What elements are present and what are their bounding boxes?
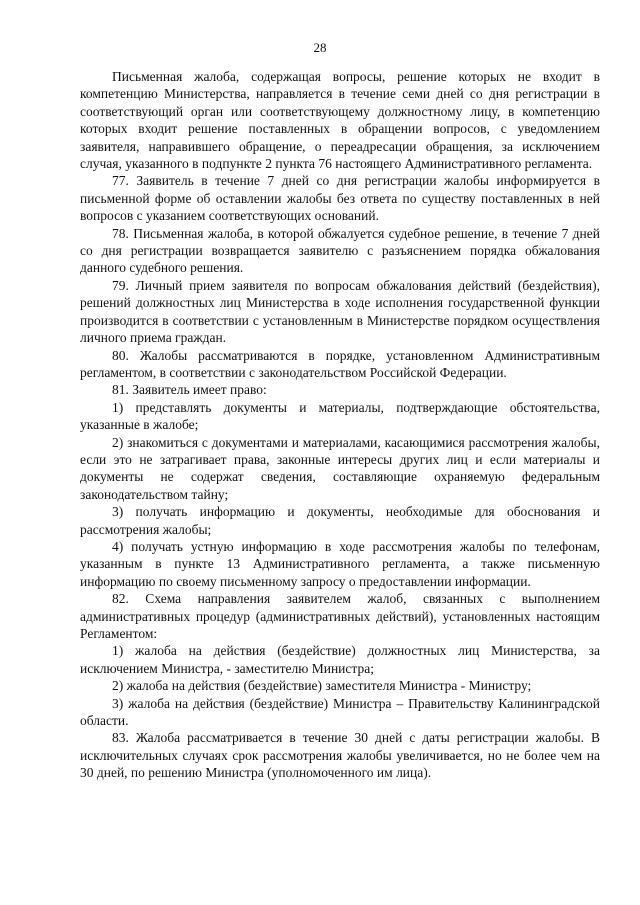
paragraph-80: 80. Жалобы рассматриваются в порядке, установленном Административным регламентом, в соответствии с законодательством Российской Федерации. [80, 347, 600, 380]
paragraph-77: 77. Заявитель в течение 7 дней со дня регистрации жалобы информируется в письменной форме об оставлении жалобы без ответа по существу поставленных в ней вопросов с указанием соответствующих оснований. [80, 173, 600, 224]
document-body [80, 68, 600, 782]
paragraph-82: 82. Схема направления заявителем жалоб, связанных с выполнением административных процедур (административных действий), установленных настоящим Регламентом: [80, 591, 600, 641]
list-item-81-1: 1) представлять документы и материалы, подтверждающие обстоятельства, указанные в жалобе; [80, 399, 600, 433]
list-item-81-4: 4) получать устную информацию в ходе рассмотрения жалобы по телефонам, указанным в пункте 13 Административного регламента, а также письменную информацию по своему письменному запросу о предоставлении информации. [80, 538, 600, 589]
paragraph-79: 79. Личный прием заявителя по вопросам обжалования действий (бездействия), решений должностных лиц Министерства в ходе исполнения государственной функции производится в соответствии с установленным в Министерстве порядком осуществления личного приема граждан. [80, 277, 600, 346]
list-item-82-1: 1) жалоба на действия (бездействие) должностных лиц Министерства, за исключением Министра, - заместителю Министра; [80, 643, 600, 676]
page-number: 28 [313, 40, 327, 55]
paragraph-78: 78. Письменная жалоба, в которой обжалуется судебное решение, в течение 7 дней со дня регистрации возвращается заявителю с разъяснением порядка обжалования данного судебного решения. [80, 225, 600, 276]
paragraph-81: 81. Заявитель имеет право: [112, 382, 267, 398]
paragraph-redirect-complaint: Письменная жалоба, содержащая вопросы, решение которых не входит в компетенцию Министерства, направляется в течение семи дней со дня регистрации в соответствующий орган или соответствующему должностному лицу, в компетенцию которых входит решение поставленных в обращении вопросов, с уведомлением заявителя, направившего обращение, о переадресации обращения, за исключением случая, указанного в подпункте 2 пункта 76 настоящего Административного регламента. [80, 69, 600, 172]
paragraph-83: 83. Жалоба рассматривается в течение 30 дней с даты регистрации жалобы. В исключительных случаях срок рассмотрения жалобы увеличивается, но не более чем на 30 дней, по решению Министра (уполномоченного им лица). [80, 730, 600, 781]
list-item-81-3: 3) получать информацию и документы, необходимые для обоснования и рассмотрения жалобы; [80, 504, 600, 537]
list-item-82-3: 3) жалоба на действия (бездействие) Министра – Правительству Калининградской области. [80, 695, 600, 729]
list-item-81-2: 2) знакомиться с документами и материалами, касающимися рассмотрения жалобы, если это не затрагивает права, законные интересы других лиц и если материалы и документы не содержат сведения, составляющие охраняемую федеральным законодательством тайну; [80, 434, 600, 502]
list-item-82-2: 2) жалоба на действия (бездействие) заместителя Министра - Министру; [112, 678, 532, 694]
